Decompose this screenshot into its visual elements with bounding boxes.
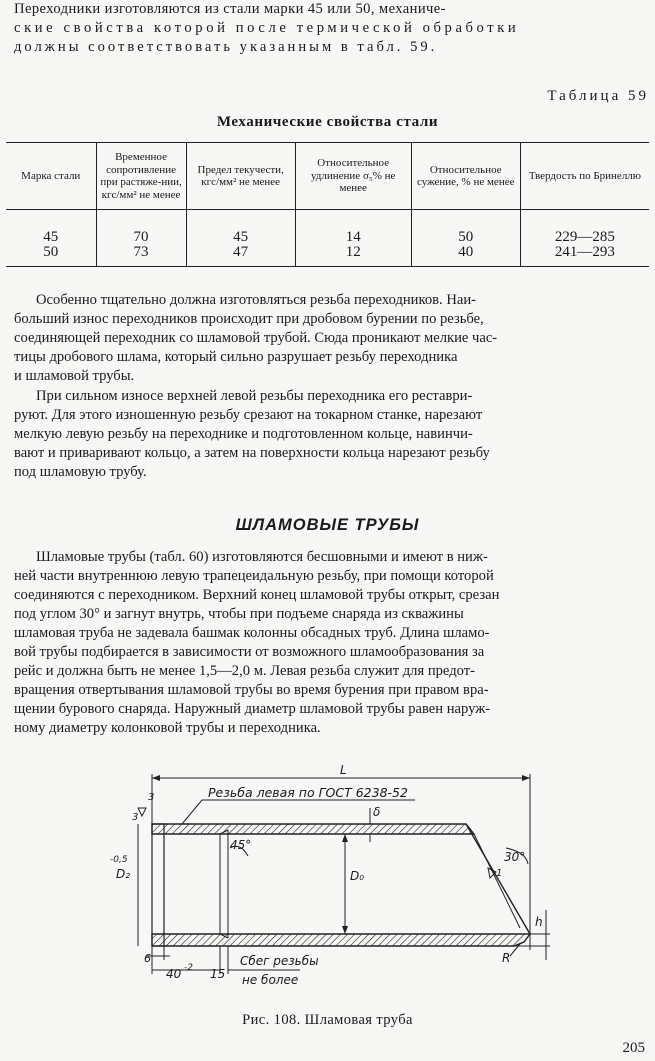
label-h: h [535, 915, 543, 929]
cell-elongation: 12 [295, 245, 411, 267]
table-row [6, 210, 649, 246]
paragraph-line: щении бурового снаряда. Наружный диаметр шламовой трубы равен наруж- [14, 701, 491, 717]
paragraph-line: соединяются с переходником. Верхний конец шламовой трубы открыт, срезан [14, 587, 500, 603]
table-header-row [6, 143, 649, 210]
label-delta: δ [373, 805, 381, 819]
header-reduction-of-area: Относительное сужение, % не менее [411, 143, 520, 210]
cell-grade: 45 [43, 229, 59, 245]
pipe-slanted-inner [474, 834, 520, 928]
label-R: R [502, 951, 511, 965]
restoration-paragraph [14, 387, 650, 482]
label-angle-45: 45° [230, 838, 252, 852]
intro-paragraph [14, 0, 650, 58]
header-elongation: Относительное удлинение σ₅% не менее [295, 143, 411, 210]
pipe-slanted-edge [466, 824, 530, 934]
header-tensile-strength: Временное сопротивление при растяже-нии, кгс/мм² не менее [96, 143, 186, 210]
intro-line: ские свойства которой после термической обработки [14, 20, 520, 37]
table-title: Механические свойства стали [216, 114, 439, 130]
paragraph-line: рейс и должна быть не менее 1,5—2,0 м. Левая резьба служит для предот- [14, 663, 475, 679]
svg-text:не более: не более [242, 973, 299, 987]
cell-hardness: 241—293 [520, 245, 649, 267]
header-grade: Марка стали [6, 143, 96, 210]
header-brinell-hardness: Твердость по Бринеллю [520, 143, 649, 210]
paragraph-line: ней части внутреннюю левую трапецеидальную резьбу, при помощи которой [14, 568, 494, 584]
label-d0: D₀ [350, 869, 365, 883]
table-number: Таблица 59 [547, 88, 649, 104]
paragraph-line: мелкую левую резьбу на переходнике и подготовленном кольце, навинчи- [14, 426, 473, 442]
paragraph-line: вой трубы подбирается в зависимости от возможного шламообразования за [14, 644, 485, 660]
paragraph-line: под углом 30° и загнут внутрь, чтобы при подъеме снаряда из скважины [14, 606, 464, 622]
cell-reduction: 40 [411, 245, 520, 267]
cell-elongation: 14 [295, 210, 411, 246]
label-d2-tolerance: -0,5 [110, 855, 128, 865]
bottom-dimensions [144, 946, 319, 987]
pipe-top-wall [152, 824, 474, 834]
pipe-bottom-wall [152, 934, 530, 946]
cell-grade: 50 [6, 245, 96, 267]
label-angle-30: 30° [504, 850, 526, 864]
figure-caption: Рис. 108. Шламовая труба [242, 1012, 413, 1028]
paragraph-line: соединяющей переходник со шламовой трубой. Сюда проникают мелкие час- [14, 330, 498, 346]
paragraph-line: вают и приваривают кольцо, а затем на поверхности кольца нарезают резьбу [14, 445, 490, 461]
cell-reduction: 50 [411, 210, 520, 246]
surface-finish-marks [132, 792, 502, 879]
cell-yield: 47 [186, 245, 295, 267]
paragraph-line: тицы дробового шлама, который сильно разрушает резьбу переходника [14, 349, 458, 365]
paragraph-line: шламовая труба не задевала башмак колонны обсадных труб. Длина шламо- [14, 625, 490, 641]
paragraph-line: Особенно тщательно должна изготовляться резьба переходников. Наи- [36, 292, 477, 308]
label-d2: D₂ [116, 867, 131, 881]
cell-tensile: 73 [96, 245, 186, 267]
svg-text:40: 40 [166, 967, 182, 981]
svg-text:3: 3 [132, 812, 139, 823]
paragraph-line: и шламовой трубы. [14, 368, 135, 384]
svg-text:1: 1 [496, 868, 503, 879]
intro-line: должны соответствовать указанным в табл. 59. [14, 39, 438, 56]
svg-text:15: 15 [210, 967, 226, 981]
intro-line: Переходники изготовляются из стали марки 45 или 50, механиче- [14, 1, 446, 17]
header-yield-strength: Предел текучести, кгс/мм² не менее [186, 143, 295, 210]
sludge-pipe-drawing [90, 760, 580, 1008]
paragraph-line: вращения отвертывания шламовой трубы во время бурения при правом вра- [14, 682, 489, 698]
paragraph-line: ному диаметру колонковой трубы и переходника. [14, 720, 321, 736]
svg-text:6: 6 [144, 952, 151, 965]
svg-text:3: 3 [148, 792, 155, 803]
cell-tensile: 70 [96, 210, 186, 246]
pipe-end-face [152, 824, 164, 946]
section-heading: ШЛАМОВЫЕ ТРУБЫ [235, 516, 420, 534]
mechanical-properties-table [6, 142, 649, 267]
svg-text:-2: -2 [184, 963, 193, 973]
cell-hardness: 229—285 [520, 210, 649, 246]
paragraph-line: При сильном износе верхней левой резьбы переходника его реставри- [36, 388, 473, 404]
thread-wear-paragraph [14, 291, 650, 386]
page-number: 205 [622, 1040, 645, 1056]
sludge-pipe-paragraph [14, 548, 650, 738]
cell-yield: 45 [186, 210, 295, 246]
paragraph-line: Шламовые трубы (табл. 60) изготовляются бесшовными и имеют в ниж- [36, 549, 488, 565]
svg-text:Сбег резьбы: Сбег резьбы [240, 954, 319, 968]
paragraph-line: под шламовую трубу. [14, 464, 147, 480]
label-L: L [340, 763, 347, 777]
paragraph-line: больший износ переходников происходит при дробовом бурении по резьбе, [14, 311, 484, 327]
paragraph-line: руют. Для этого изношенную резьбу срезают на токарном станке, нарезают [14, 407, 483, 423]
label-thread-note: Резьба левая по ГОСТ 6238-52 [208, 785, 408, 800]
table-row [6, 245, 649, 267]
